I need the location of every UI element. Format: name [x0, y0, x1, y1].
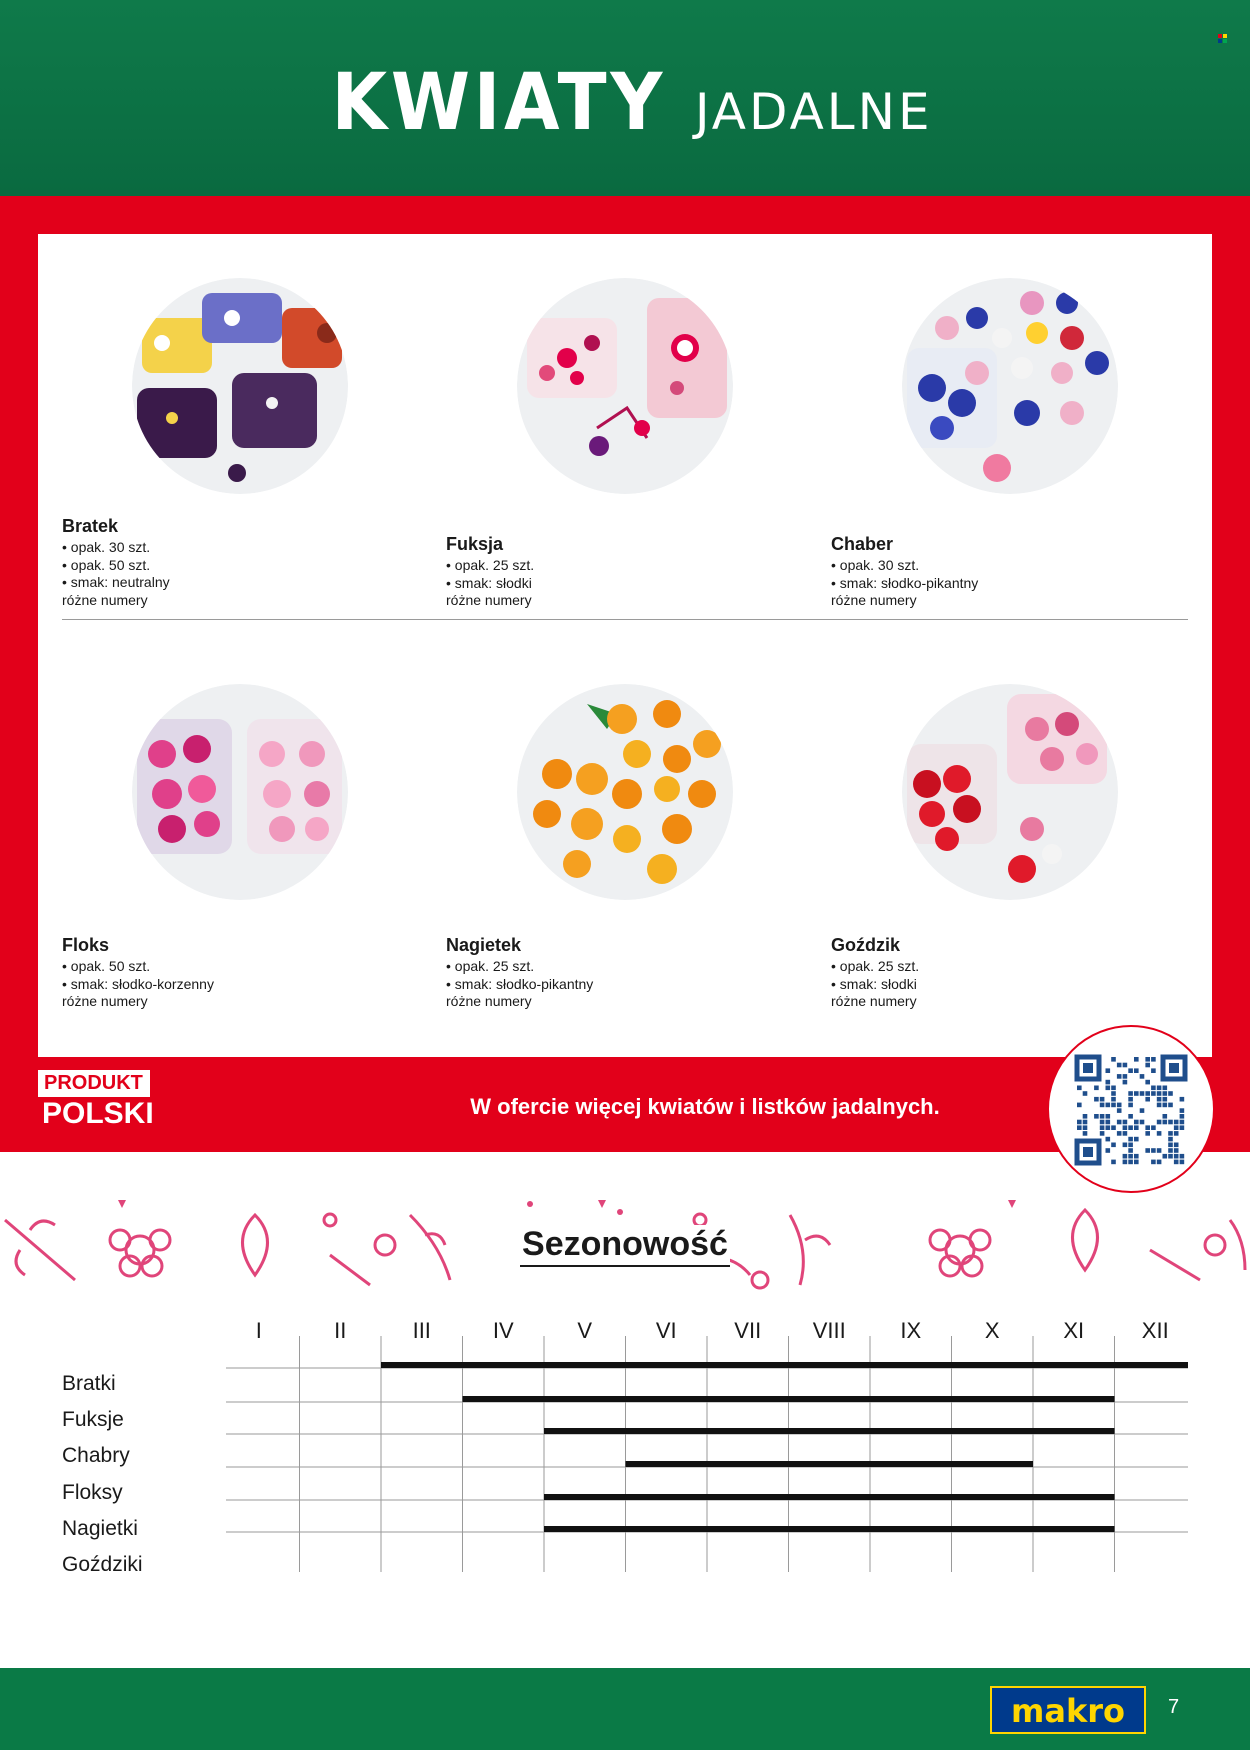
page-number: 7: [1168, 1696, 1180, 1718]
title-bold: KWIATY: [331, 58, 667, 148]
product-name: Nagietek: [446, 935, 522, 955]
product-chaber: [831, 534, 1171, 610]
product-name: Chaber: [831, 534, 894, 554]
bratek-photo: [132, 278, 348, 494]
month-label: III: [412, 1318, 431, 1343]
product-fuksja: [446, 534, 786, 610]
product-detail: różne numery: [446, 592, 532, 608]
product-detail: różne numery: [62, 993, 148, 1009]
season-row-label: Chabry: [62, 1444, 130, 1467]
month-label: II: [334, 1318, 347, 1343]
polish-product-badge: [38, 1070, 158, 1131]
nagietek-photo: [517, 684, 733, 900]
product-detail: • opak. 50 szt.: [62, 556, 151, 573]
product-detail: • smak: neutralny: [62, 574, 170, 590]
chaber-photo: [902, 278, 1118, 494]
page-title: [0, 58, 1250, 148]
month-label: IV: [492, 1318, 514, 1343]
product-floks: [62, 935, 402, 1011]
month-label: VIII: [812, 1318, 846, 1343]
product-detail: • opak. 25 szt.: [446, 557, 535, 573]
page-header: [0, 0, 1250, 196]
fuksja-photo: [517, 278, 733, 494]
month-label: VII: [734, 1318, 762, 1343]
product-detail: • smak: słodko-pikantny: [831, 574, 979, 591]
product-detail: • smak: słodko-korzenny: [62, 975, 214, 992]
month-label: XII: [1141, 1318, 1169, 1343]
badge-line-1: PRODUKT: [38, 1070, 150, 1097]
month-label: VI: [655, 1318, 677, 1343]
season-row-label: Nagietki: [62, 1517, 138, 1540]
logo-dots-icon: [1218, 34, 1228, 44]
month-label: IX: [900, 1318, 922, 1343]
month-label: V: [577, 1318, 593, 1343]
product-detail: • smak: słodko-pikantny: [446, 975, 594, 992]
month-label: I: [255, 1318, 262, 1343]
product-detail: • opak. 50 szt.: [62, 958, 151, 974]
product-detail: różne numery: [446, 993, 532, 1009]
product-name: Fuksja: [446, 534, 504, 554]
product-detail: • opak. 30 szt.: [831, 557, 920, 573]
qr-code-badge[interactable]: [1047, 1025, 1215, 1193]
product-name: Floks: [62, 935, 110, 955]
product-name: Bratek: [62, 516, 119, 536]
product-gozdzik: [831, 935, 1171, 1011]
gozdzik-photo: [902, 684, 1118, 900]
product-detail: • opak. 25 szt.: [446, 958, 535, 974]
product-name: Goździk: [831, 935, 901, 955]
product-detail: różne numery: [831, 592, 917, 608]
product-detail: różne numery: [62, 591, 148, 608]
product-detail: • opak. 30 szt.: [62, 539, 151, 555]
offer-text: W ofercie więcej kwiatów i listków jadalnych.: [470, 1094, 940, 1119]
seasonality-title: Sezonowość: [0, 1225, 1250, 1264]
floks-photo: [132, 684, 348, 900]
month-label: XI: [1063, 1318, 1085, 1343]
season-row-label: Goździki: [62, 1553, 143, 1576]
badge-line-2: POLSKI: [42, 1097, 154, 1130]
section-divider: [62, 619, 1188, 620]
month-label: X: [984, 1318, 1000, 1343]
season-row-label: Bratki: [62, 1372, 116, 1395]
makro-logo: makro: [990, 1686, 1146, 1734]
qr-code-icon[interactable]: [1049, 1027, 1213, 1191]
season-row-label: Floksy: [62, 1481, 123, 1504]
seasonality-grid: [0, 1310, 1250, 1580]
title-light: JADALNE: [694, 83, 933, 141]
season-row-label: Fuksje: [62, 1408, 124, 1431]
product-detail: różne numery: [831, 993, 917, 1009]
product-detail: • smak: słodki: [831, 975, 917, 992]
product-bratek: [62, 516, 402, 609]
product-detail: • opak. 25 szt.: [831, 958, 920, 974]
product-nagietek: [446, 935, 786, 1011]
product-detail: • smak: słodki: [446, 574, 532, 591]
